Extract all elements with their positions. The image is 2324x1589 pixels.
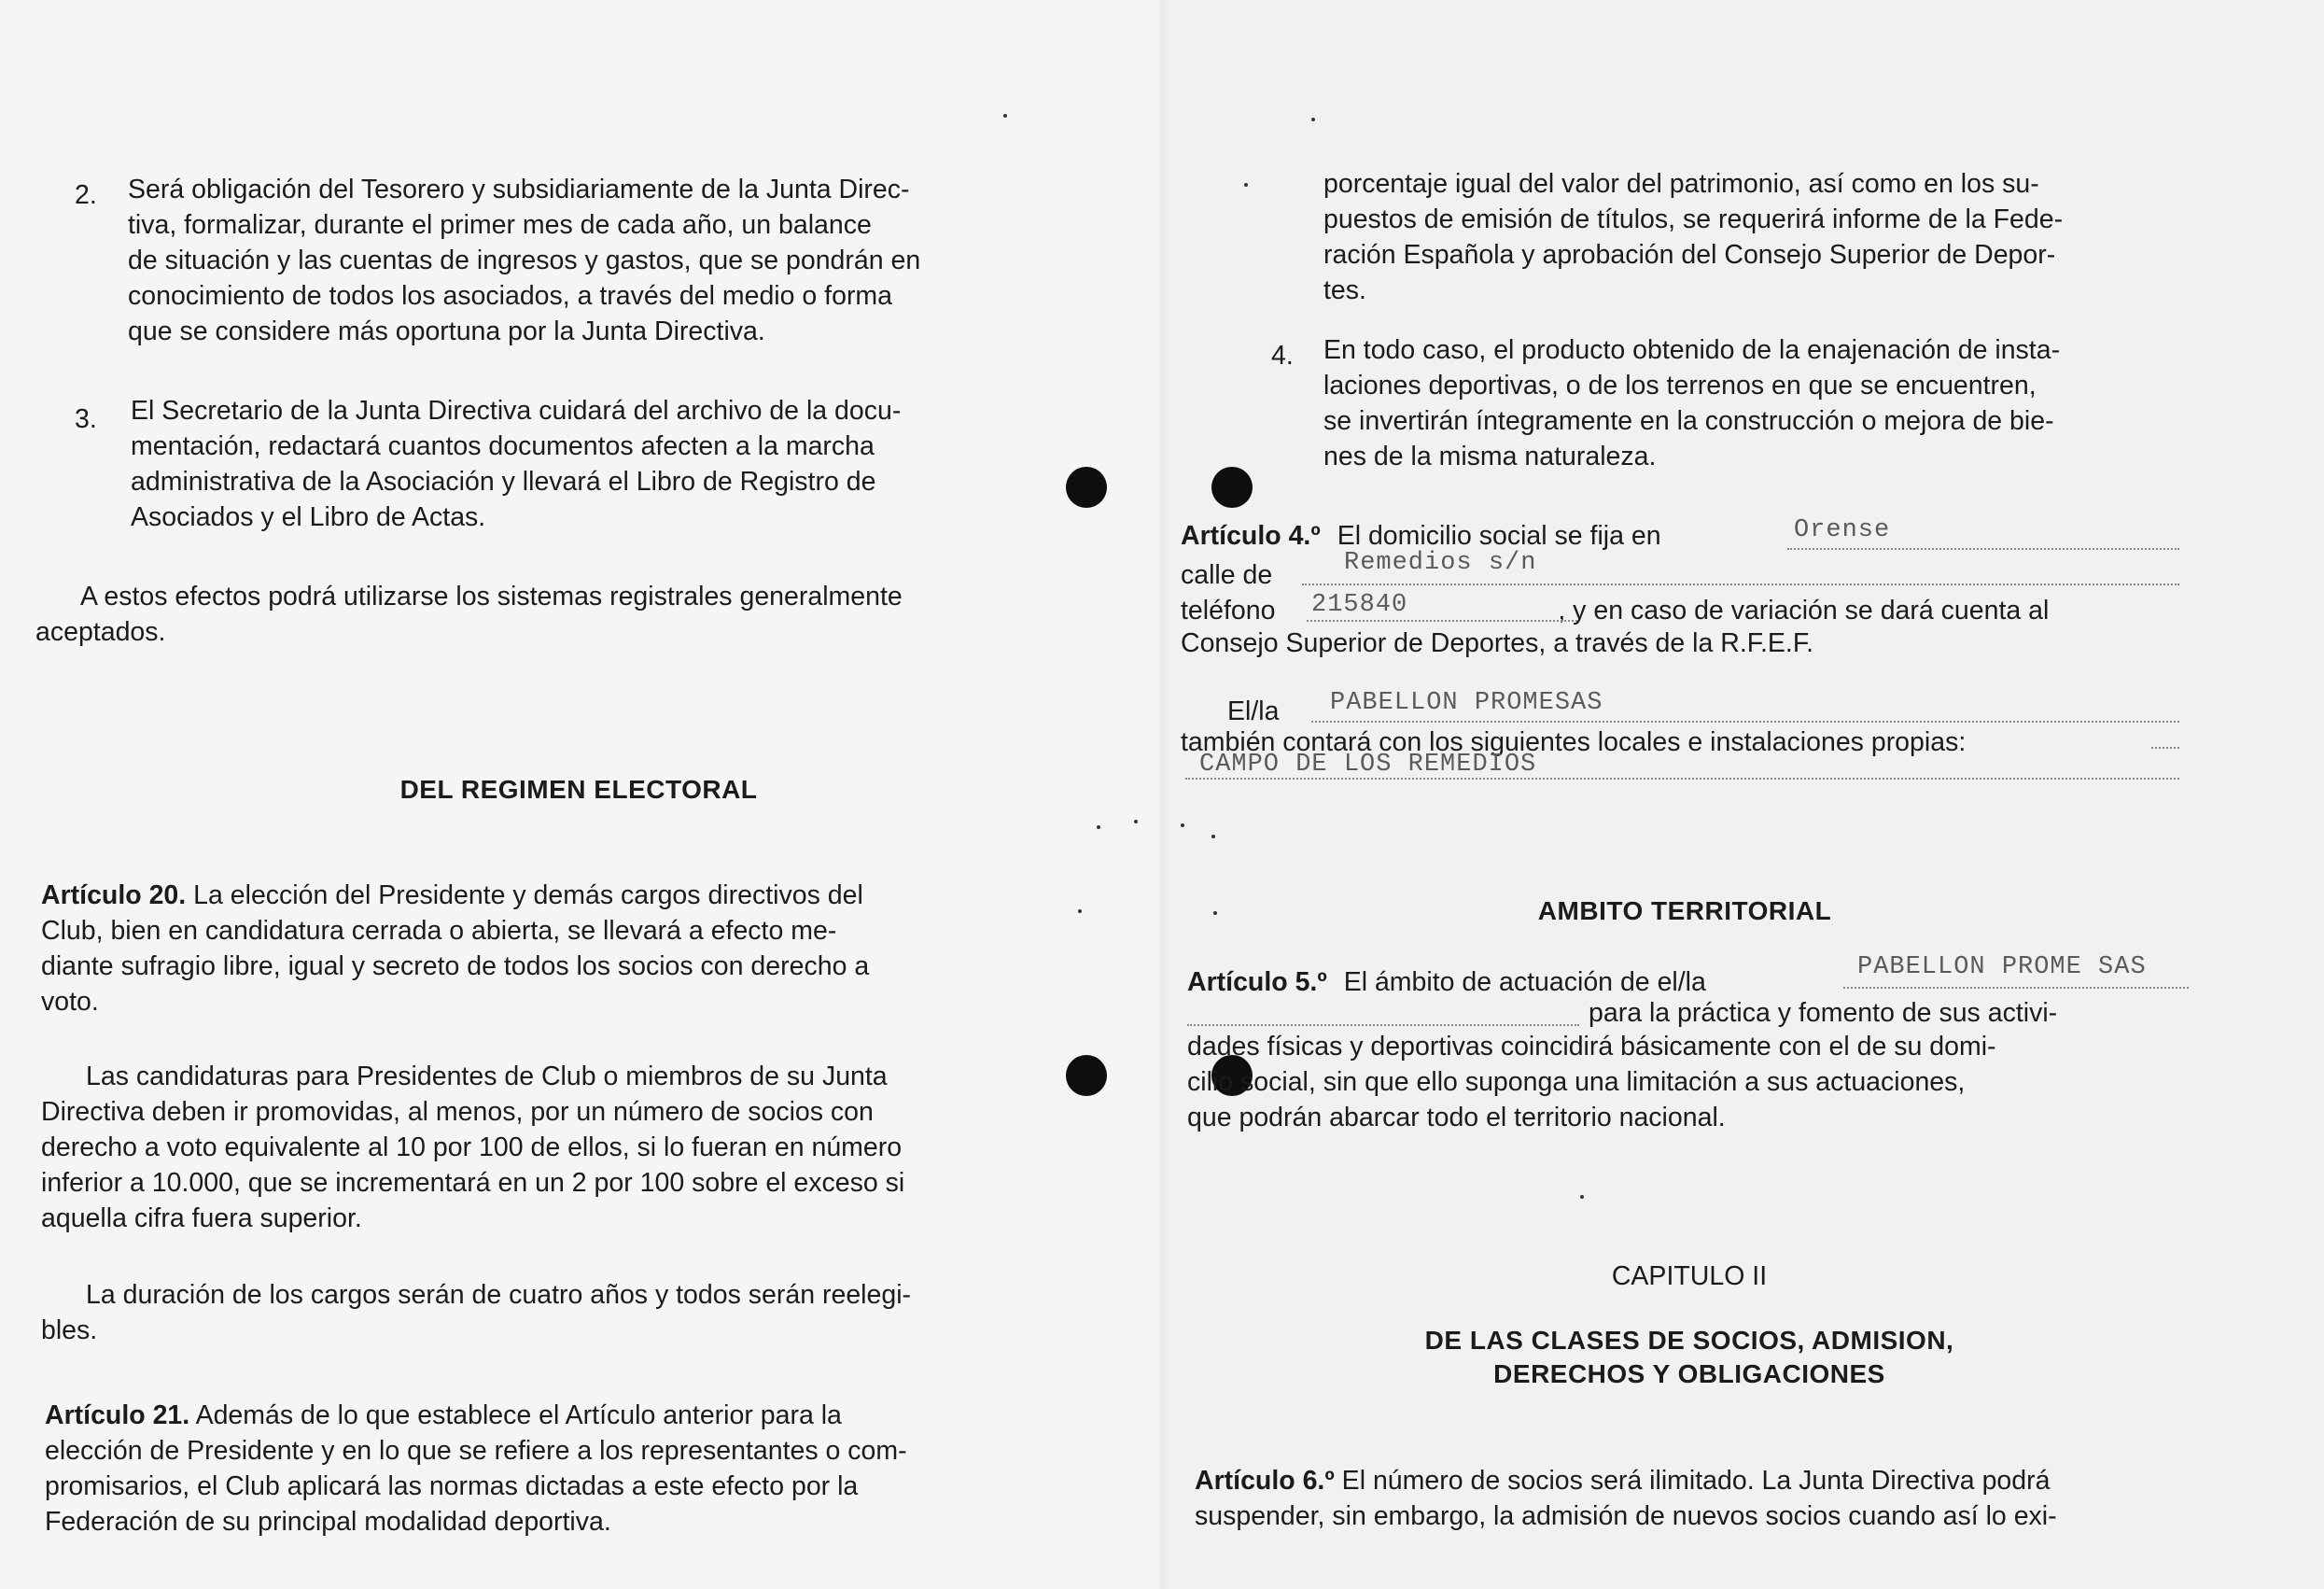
ella-label: El/la xyxy=(1227,696,1280,726)
text-line: inferior a 10.000, que se incrementará en un 2 por 100 sobre el exceso si xyxy=(41,1168,905,1198)
text-line: A estos efectos podrá utilizarse los sistemas registrales generalmente xyxy=(80,582,903,612)
text-line: , y en caso de variación se dará cuenta al xyxy=(1558,596,2050,626)
locales-line: también contará con los siguientes locales e instalaciones propias: xyxy=(1181,727,1967,757)
item-3-number: 3. xyxy=(75,404,97,434)
text-line: El Secretario de la Junta Directiva cuidará del archivo de la docu- xyxy=(131,396,902,426)
text-line: dades físicas y deportivas coincidirá básicamente con el de su domi- xyxy=(1187,1032,1996,1062)
text-line: que se considere más oportuna por la Junta Directiva. xyxy=(128,316,765,346)
text-line: Las candidaturas para Presidentes de Club o miembros de su Junta xyxy=(86,1062,888,1091)
text-line: suspender, sin embargo, la admisión de nuevos socios cuando así lo exi- xyxy=(1195,1501,2057,1531)
dotted-fill-line xyxy=(2151,747,2179,749)
articulo-5-label: Artículo 5.º xyxy=(1187,967,1327,997)
dotted-fill-line xyxy=(1787,548,2179,550)
speck xyxy=(1244,183,1248,187)
dotted-fill-line xyxy=(1185,778,2179,780)
text-line: derecho a voto equivalente al 10 por 100 de ellos, si lo fueran en número xyxy=(41,1132,903,1162)
typed-phone: 215840 xyxy=(1311,591,1408,619)
candidaturas-paragraph xyxy=(41,1059,1036,1236)
articulo-21 xyxy=(45,1398,1040,1540)
text-line: bles. xyxy=(41,1315,98,1345)
text-line: Federación de su principal modalidad deportiva. xyxy=(45,1507,611,1537)
dotted-fill-line xyxy=(1307,620,1577,622)
text-line: nes de la misma naturaleza. xyxy=(1323,442,1657,471)
articulo-5-body xyxy=(1187,1029,2188,1135)
punch-hole xyxy=(1211,467,1253,508)
punch-hole xyxy=(1066,467,1107,508)
dotted-fill-line xyxy=(1311,721,2179,723)
text-line: aquella cifra fuera superior. xyxy=(41,1203,362,1233)
text-line: cilio social, sin que ello suponga una limitación a sus actuaciones, xyxy=(1187,1067,1966,1097)
articulo-21-label: Artículo 21. xyxy=(45,1400,190,1430)
speck xyxy=(1134,820,1138,823)
text-line: Será obligación del Tesorero y subsidiariamente de la Junta Direc- xyxy=(128,175,910,204)
articulo-6-label: Artículo 6.º xyxy=(1195,1466,1335,1496)
dotted-fill-line xyxy=(1843,987,2189,989)
text-line: El domicilio social se fija en xyxy=(1337,521,1661,551)
text-line: El número de socios será ilimitado. La Junta Directiva podrá xyxy=(1334,1466,2051,1496)
text-line: promisarios, el Club aplicará las normas dictadas a este efecto por la xyxy=(45,1471,859,1501)
text-line: tiva, formalizar, durante el primer mes de cada año, un balance xyxy=(128,210,872,240)
speck xyxy=(1211,835,1215,838)
text-line: tes. xyxy=(1323,275,1366,305)
text-line: La duración de los cargos serán de cuatro años y todos serán reelegi- xyxy=(86,1280,912,1310)
duracion-paragraph xyxy=(41,1277,1049,1348)
text-line: Además de lo que establece el Artículo anterior para la xyxy=(189,1400,842,1430)
text-line: que podrán abarcar todo el territorio nacional. xyxy=(1187,1103,1726,1132)
item-3-text xyxy=(131,393,1029,535)
typed-street: Remedios s/n xyxy=(1344,549,1537,577)
calle-label: calle de xyxy=(1181,560,1273,590)
text-line: para la práctica y fomento de sus activi- xyxy=(1589,998,2058,1028)
text-line: de situación y las cuentas de ingresos y gastos, que se pondrán en xyxy=(128,246,921,275)
speck xyxy=(1580,1195,1584,1199)
typed-city: Orense xyxy=(1794,516,1891,544)
speck xyxy=(1181,823,1184,827)
text-line: Directiva deben ir promovidas, al menos, por un número de socios con xyxy=(41,1097,874,1127)
registros-paragraph xyxy=(35,579,1043,650)
typed-club-name: PABELLON PROME SAS xyxy=(1857,953,2147,981)
text-line: voto. xyxy=(41,987,99,1017)
speck xyxy=(1078,909,1082,913)
text-line: Asociados y el Libro de Actas. xyxy=(131,502,486,532)
item-2-number: 2. xyxy=(75,180,97,210)
text-line: ración Española y aprobación del Consejo Superior de Depor- xyxy=(1323,240,2056,270)
text-line: mentación, redactará cuantos documentos afecten a la marcha xyxy=(131,431,875,461)
heading-clases-socios xyxy=(1297,1326,2081,1389)
text-line: conocimiento de todos los asociados, a través del medio o forma xyxy=(128,281,893,311)
continuacion-paragraph xyxy=(1323,166,2173,308)
speck xyxy=(1097,825,1100,829)
articulo-4-label: Artículo 4.º xyxy=(1181,521,1321,551)
speck xyxy=(1213,911,1217,915)
text-line: El ámbito de actuación de el/la xyxy=(1343,967,1706,997)
telefono-label: teléfono xyxy=(1181,596,1276,626)
text-line: aceptados. xyxy=(35,617,166,647)
articulo-20-label: Artículo 20. xyxy=(41,880,187,910)
text-line: administrativa de la Asociación y llevará el Libro de Registro de xyxy=(131,467,876,497)
text-line: La elección del Presidente y demás cargos directivos del xyxy=(186,880,863,910)
capitulo-title: CAPITULO II xyxy=(1611,1261,1768,1291)
item-2-text xyxy=(128,172,1026,349)
heading-ambito-territorial: AMBITO TERRITORIAL xyxy=(1537,896,1832,925)
text-line: porcentaje igual del valor del patrimonio, así como en los su- xyxy=(1323,169,2039,199)
heading-regimen-electoral: DEL REGIMEN ELECTORAL xyxy=(399,775,758,804)
articulo-20 xyxy=(41,878,1036,1019)
typed-club-name: PABELLON PROMESAS xyxy=(1330,689,1603,717)
text-line: puestos de emisión de títulos, se requerirá informe de la Fede- xyxy=(1323,204,2064,234)
text-line: En todo caso, el producto obtenido de la enajenación de insta- xyxy=(1323,335,2061,365)
punch-hole xyxy=(1066,1055,1107,1096)
text-line: elección de Presidente y en lo que se refiere a los representantes o com- xyxy=(45,1436,907,1466)
dotted-fill-line xyxy=(1302,584,2179,585)
item-4-number: 4. xyxy=(1271,341,1294,371)
articulo-6 xyxy=(1195,1463,2190,1534)
speck xyxy=(1003,114,1007,118)
item-4-text xyxy=(1323,332,2173,474)
page-fold xyxy=(1155,0,1169,1589)
heading-line: DE LAS CLASES DE SOCIOS, ADMISION, xyxy=(1424,1326,1954,1355)
text-line: diante sufragio libre, igual y secreto de todos los socios con derecho a xyxy=(41,951,870,981)
typed-site: CAMPO DE LOS REMEDIOS xyxy=(1199,751,1537,779)
consejo-line: Consejo Superior de Deportes, a través de la R.F.E.F. xyxy=(1181,628,1814,658)
speck xyxy=(1311,118,1315,121)
text-line: Club, bien en candidatura cerrada o abierta, se llevará a efecto me- xyxy=(41,916,837,946)
text-line: se invertirán íntegramente en la construcción o mejora de bie- xyxy=(1323,406,2054,436)
text-line: laciones deportivas, o de los terrenos en que se encuentren, xyxy=(1323,371,2037,401)
dotted-fill-line xyxy=(1187,1024,1579,1026)
heading-line: DERECHOS Y OBLIGACIONES xyxy=(1493,1359,1885,1388)
